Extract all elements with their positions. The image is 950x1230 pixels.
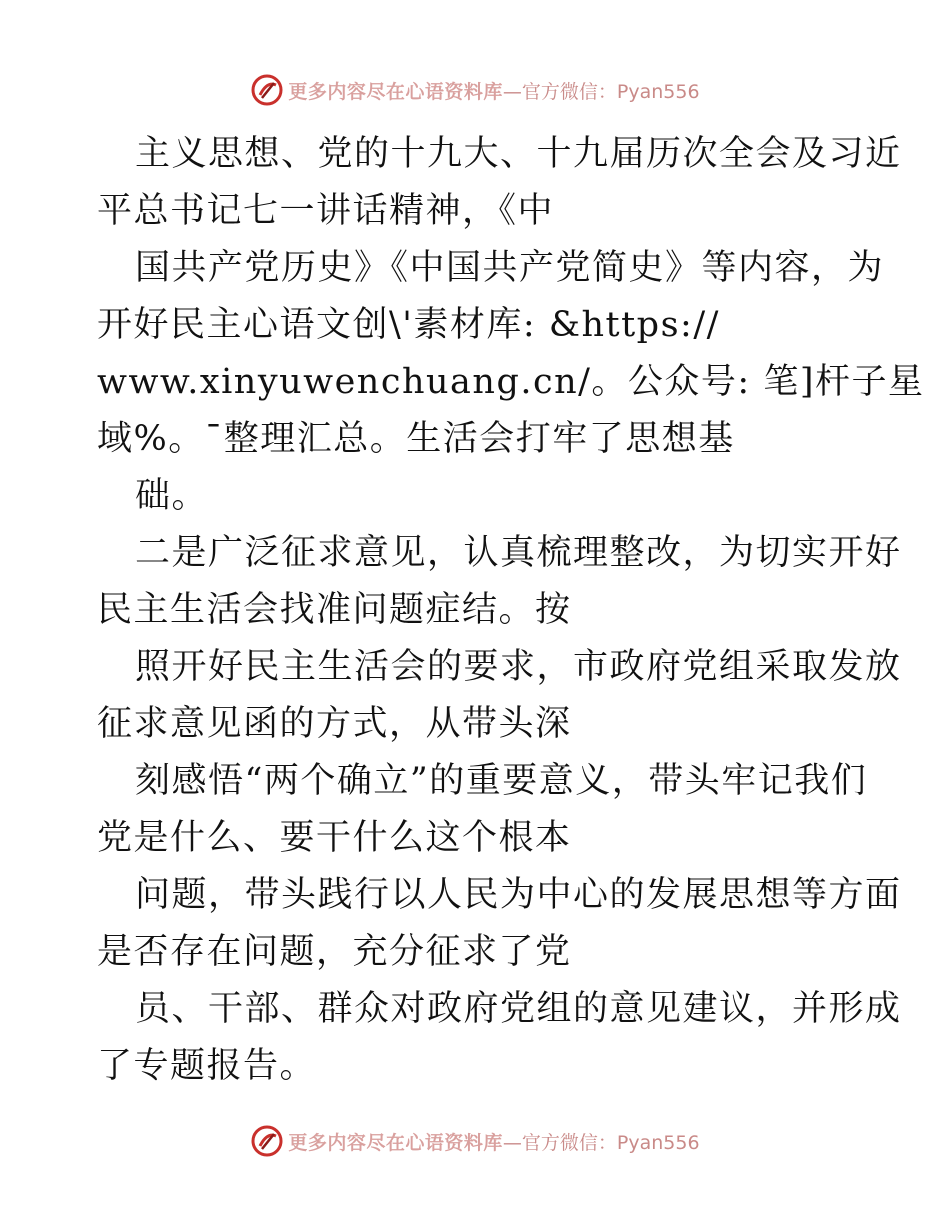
watermark-contact: —官方微信：Pyan556 (502, 1131, 700, 1154)
text-line: 是否存在问题，充分征求了党 (97, 932, 572, 972)
watermark-text: 更多内容尽在心语资料库 (288, 80, 503, 103)
watermark-contact: —官方微信：Pyan556 (502, 80, 700, 103)
text-line: www.xinyuwenchuang.cn/。公众号: 笔]杆子星 (97, 362, 925, 402)
text-line: 二是广泛征求意见，认真梳理整改，为切实开好 (135, 533, 902, 573)
watermark-logo-icon (250, 73, 284, 107)
text-line: 问题，带头践行以人民为中心的发展思想等方面 (135, 875, 902, 915)
text-line: 征求意见函的方式，从带头深 (97, 704, 572, 744)
text-line: 党是什么、要干什么这个根本 (97, 818, 572, 858)
text-line: 了专题报告。 (97, 1046, 317, 1086)
document-body (97, 126, 925, 1095)
text-line: 员、干部、群众对政府党组的意见建议，并形成 (135, 989, 902, 1029)
watermark-text: 更多内容尽在心语资料库 (288, 1131, 503, 1154)
text-line: 刻感悟“两个确立”的重要意义，带头牢记我们 (135, 761, 868, 801)
watermark-logo-icon (250, 1124, 284, 1158)
text-line: 础。 (135, 476, 209, 516)
text-line: 平总书记七一讲话精神，《中 (97, 191, 555, 231)
text-line: 主义思想、党的十九大、十九届历次全会及习近 (135, 134, 902, 174)
text-line: 开好民主心语文创\'素材库: &https:// (97, 305, 720, 345)
text-line: 域%。¯整理汇总。生活会打牢了思想基 (97, 419, 735, 459)
footer-watermark (0, 1121, 950, 1161)
header-watermark (0, 70, 950, 110)
text-line: 国共产党历史》《中国共产党简史》等内容，为 (135, 248, 885, 288)
text-line: 照开好民主生活会的要求，市政府党组采取发放 (135, 647, 902, 687)
text-line: 民主生活会找准问题症结。按 (97, 590, 572, 630)
